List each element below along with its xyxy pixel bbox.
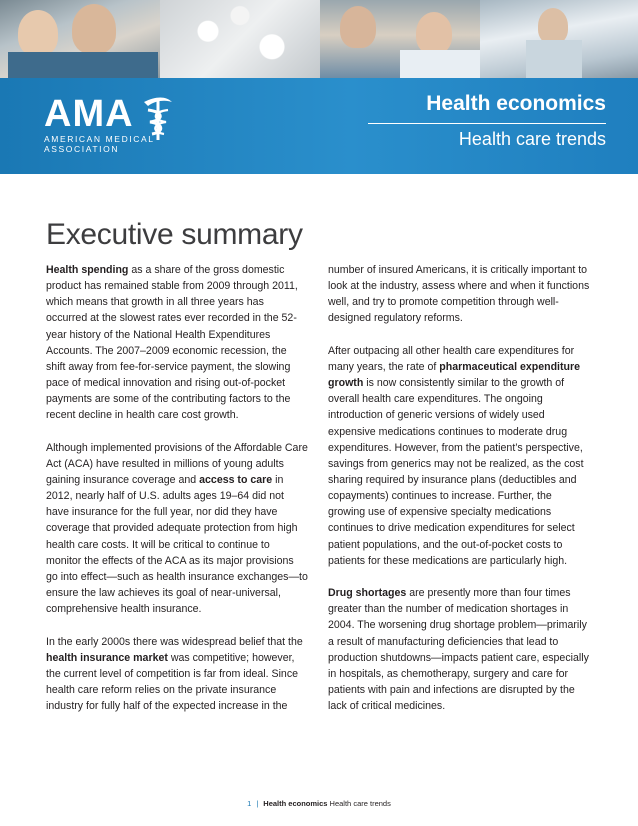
- paragraph-drug-shortages: [328, 585, 590, 714]
- page-footer: [0, 799, 638, 808]
- logo-subtext: [44, 134, 155, 154]
- paragraph-text: in 2012, nearly half of U.S. adults ages 19–64 did not have insurance for the full year, nor did they have coverage that provided adequate protection from high health care costs. It will be critical to continue to monitor the effects of the ACA as its major provisions go into effect—such as health insurance exchanges—to ensure the law achieves its goal of near-universal, comprehensive health insurance.: [46, 474, 308, 616]
- title-banner: [0, 78, 638, 174]
- emphasis-text: Health spending: [46, 264, 129, 276]
- logo-wordmark: AMA: [44, 93, 134, 135]
- banner-subtitle: Health care trends: [458, 129, 606, 149]
- paragraph-health-spending: [46, 262, 308, 424]
- photo-pills: [160, 0, 320, 78]
- section-heading: Executive summary: [46, 218, 303, 251]
- footer-title: Health economics: [263, 799, 328, 808]
- banner-title: Health economics: [426, 92, 606, 115]
- footer-subtitle: Health care trends: [327, 799, 391, 808]
- paragraph-insurance-market: [46, 634, 308, 715]
- photo-doctor-with-elderly-patient: [320, 0, 480, 78]
- left-column: [46, 262, 308, 730]
- person-figure: [538, 8, 568, 44]
- person-figure: [416, 12, 452, 54]
- paragraph-pharmaceutical: [328, 343, 590, 569]
- paragraph-text: In the early 2000s there was widespread belief that the: [46, 635, 303, 648]
- paragraph-text: as a share of the gross domestic product has remained stable from 2009 through 2011, which means that growth in all three years has occurred at the slowest rates ever recorded in the 52-year history of the National Health Expenditures Accounts. The 2007–2009 economic recession, the shift away from fee-for-service payment, the slowing pace of medical innovation and rising out-of-pocket payments are some of the contributing factors to the recent decline in health care cost growth.: [46, 264, 298, 422]
- clothing-shape: [8, 52, 158, 78]
- emphasis-text: health insurance market: [46, 651, 168, 664]
- photo-patient-walking-hospital: [480, 0, 638, 78]
- paragraph-text: After outpacing all other health care expenditures for many years, the rate of: [328, 344, 575, 373]
- paragraph-insured-continued: number of insured Americans, it is critically important to look at the industry, assess where and when it functions well, and try to promote competition through well-designed regulatory reforms.: [328, 264, 590, 325]
- paragraph-text: are presently more than four times greater than the number of medication shortages in 2004. The worsening drug shortage problem—primarily a result of manufacturing deficiencies that lead to production shutdowns—impacts patient care, especially in hospitals, as chemotherapy, surgery and care for patients with pain and infections are disrupted by the lack of critical medicines.: [328, 587, 589, 713]
- paragraph-text: Although implemented provisions of the Affordable Care Act (ACA) have resulted in millions of young adults gaining insurance coverage and: [46, 441, 308, 487]
- person-figure: [72, 4, 116, 54]
- ama-logo: [44, 94, 194, 154]
- page-number: 1: [247, 799, 252, 808]
- person-figure: [18, 10, 58, 56]
- footer-separator: |: [256, 799, 259, 808]
- paragraph-text: was competitive; however, the current level of competition is far from ideal. Since health care reform relies on the private insurance industry for fully half of the expected increase in the: [46, 651, 299, 713]
- logo-subtext-line: ASSOCIATION: [44, 144, 120, 154]
- emphasis-text: Drug shortages: [328, 587, 407, 600]
- right-column: [328, 262, 590, 730]
- paragraph-access-to-care: [46, 440, 308, 618]
- emphasis-text: access to care: [199, 474, 273, 487]
- banner-divider: [368, 123, 606, 124]
- coat-shape: [400, 50, 480, 78]
- header-photo-strip: [0, 0, 638, 78]
- logo-subtext-line: AMERICAN MEDICAL: [44, 134, 155, 144]
- photo-doctor-with-patient-tablet: [0, 0, 160, 78]
- person-figure: [340, 6, 376, 48]
- gown-shape: [526, 40, 582, 78]
- emphasis-text: pharmaceutical expenditure growth: [328, 360, 581, 390]
- paragraph-text: is now consistently similar to the growth of overall health care expenditures. The ongoing introduction of generic versions of widely used expensive medications continues to moderate drug expenditures. However, from the patient’s perspective, savings from generics may not be realized, as the cost sharing required by insurance plans (deductibles and copayments) continues to increase. Further, the growing use of expensive specialty medications continues to drive medication expenditures for select patient populations, and the out-of-pocket costs to patients for these medications are particularly high.: [328, 377, 584, 567]
